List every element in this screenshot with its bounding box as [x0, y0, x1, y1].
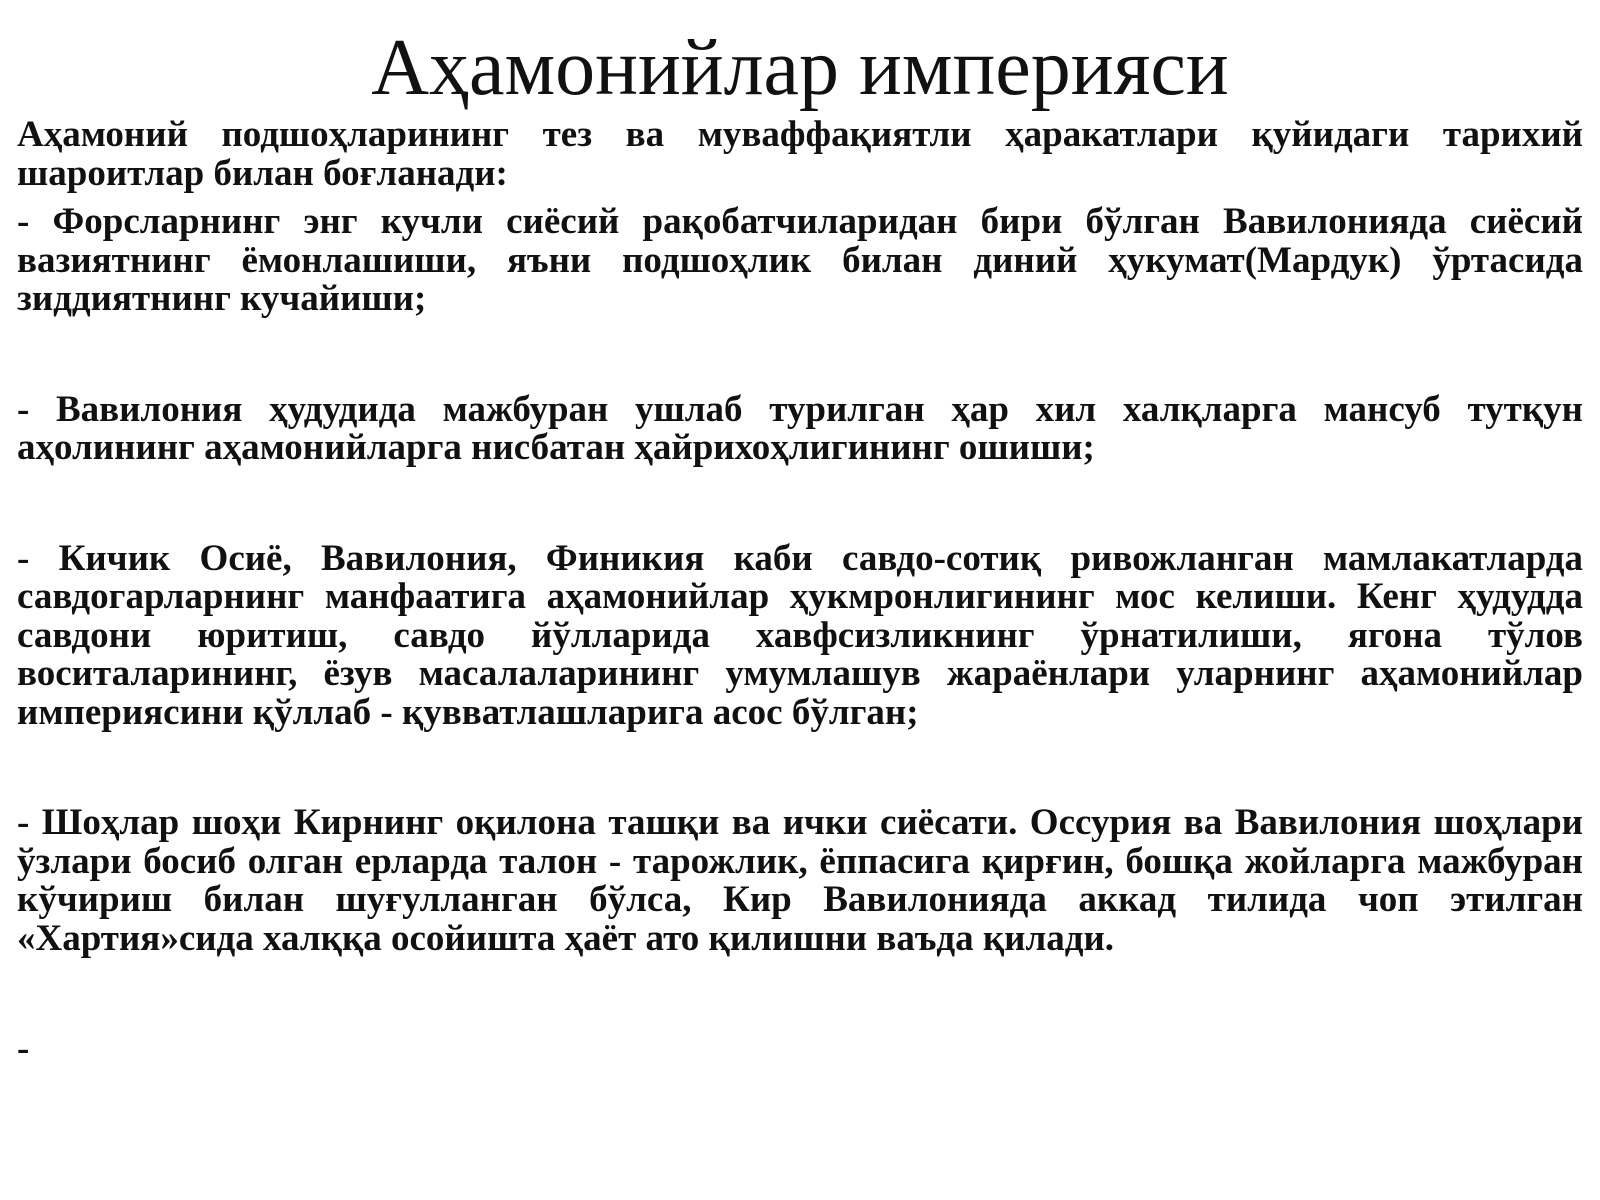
bullet-paragraph-babylon-politics: - Форсларнинг энг кучли сиёсий рақобатчиларидан бири бўлган Вавилонияда сиёсий вазиятнинг ёмонлашиши, яъни подшоҳлик билан диний ҳукумат(Мардук) ўртасида зиддиятнинг кучайиши; — [17, 201, 1583, 319]
intro-paragraph: Аҳамоний подшоҳларининг тез ва муваффақиятли ҳаракатлари қуйидаги тарихий шароитлар билан боғланади: — [17, 114, 1583, 194]
slide-body — [17, 116, 1583, 1069]
bullet-paragraph-trade: - Кичик Осиё, Вавилония, Финикия каби савдо-сотиқ ривожланган мамлакатларда савдогарларнинг манфаатига аҳамонийлар ҳукмронлигининг мос келиши. Кенг ҳудудда савдони юритиш, савдо йўлларида хавфсизликнинг ўрнатилиши, ягона тўлов воситаларининг, ёзув масалаларининг умумлашув жараёнлари уларнинг аҳамонийлар империясини қўллаб - қувватлашларига асос бўлган; — [17, 537, 1583, 733]
bullet-paragraph-cyrus-policy: - Шоҳлар шоҳи Кирнинг оқилона ташқи ва ички сиёсати. Оссурия ва Вавилония шоҳлари ўзлари босиб олган ерларда талон - тарожлик, ёппасига қирғин, бошқа жойларга мажбуран кўчириш билан шуғулланган бўлса, Кир Вавилонияда аккад тилида чоп этилган «Хартия»сида халққа осойишта ҳаёт ато қилишни ваъда қилади. — [17, 802, 1583, 959]
slide-title: Аҳамонийлар империяси — [371, 24, 1229, 112]
bullet-paragraph-empty: - — [17, 1028, 30, 1069]
bullet-paragraph-captives: - Вавилония ҳудудида мажбуран ушлаб турилган ҳар хил халқларга мансуб тутқун аҳолининг аҳамонийларга нисбатан ҳайрихоҳлигининг ошиши; — [17, 388, 1583, 468]
